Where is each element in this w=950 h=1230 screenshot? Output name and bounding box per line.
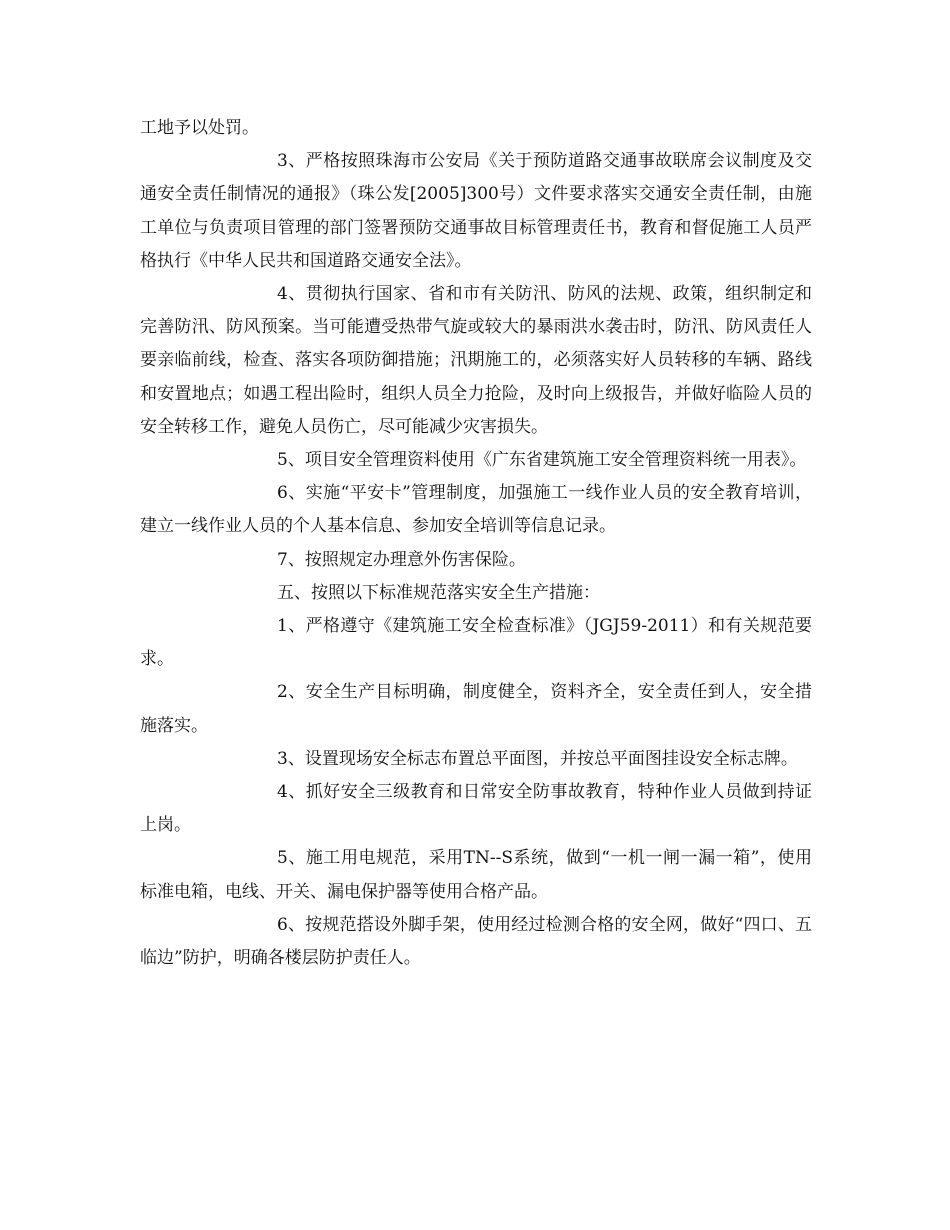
paragraph-item-5-safety-records: 5、项目安全管理资料使用《广东省建筑施工安全管理资料统一用表》。 [277, 450, 807, 471]
paragraph-item-6-safety-card: 6、实施“平安卡”管理制度，加强施工一线作业人员的安全教育培训，建立一线作业人员的个人基本信息、参加安全培训等信息记录。 [140, 483, 812, 537]
paragraph-standard-6: 6、按规范搭设外脚手架，使用经过检测合格的安全网，做好“四口、五临边”防护，明确各楼层防护责任人。 [140, 914, 812, 969]
paragraph-standard-1: 1、严格遵守《建筑施工安全检查标准》（JGJ59-2011）和有关规范要求。 [140, 616, 812, 670]
document-body [140, 112, 812, 975]
paragraph-continuation: 工地予以处罚。 [140, 118, 259, 138]
paragraph-item-4-flood-prevention: 4、贯彻执行国家、省和市有关防汛、防风的法规、政策，组织制定和完善防汛、防风预案。当可能遭受热带气旋或较大的暴雨洪水袭击时，防汛、防风责任人要亲临前线，检查、落实各项防御措施；汛期施工的，必须落实好人员转移的车辆、路线和安置地点；如遇工程出险时，组织人员全力抢险，及时向上级报告，并做好临险人员的安全转移工作，避免人员伤亡，尽可能减少灾害损失。 [140, 284, 812, 437]
section-heading-five: 五、按照以下标准规范落实安全生产措施： [277, 582, 600, 603]
paragraph-standard-4: 4、抓好安全三级教育和日常安全防事故教育，特种作业人员做到持证上岗。 [140, 782, 812, 836]
paragraph-item-3-traffic-safety: 3、严格按照珠海市公安局《关于预防道路交通事故联席会议制度及交通安全责任制情况的通报》（珠公发[2005]300号）文件要求落实交通安全责任制，由施工单位与负责项目管理的部门签署预防交通事故目标管理责任书，教育和督促施工人员严格执行《中华人民共和国道路交通安全法》。 [140, 151, 812, 271]
paragraph-standard-3: 3、设置现场安全标志布置总平面图，并按总平面图挂设安全标志牌。 [277, 748, 798, 769]
paragraph-item-7-insurance: 7、按照规定办理意外伤害保险。 [277, 549, 526, 570]
paragraph-standard-5: 5、施工用电规范，采用TN--S系统，做到“一机一闸一漏一箱”，使用标准电箱，电线、开关、漏电保护器等使用合格产品。 [140, 848, 812, 902]
paragraph-standard-2: 2、安全生产目标明确，制度健全，资料齐全，安全责任到人，安全措施落实。 [140, 682, 812, 736]
